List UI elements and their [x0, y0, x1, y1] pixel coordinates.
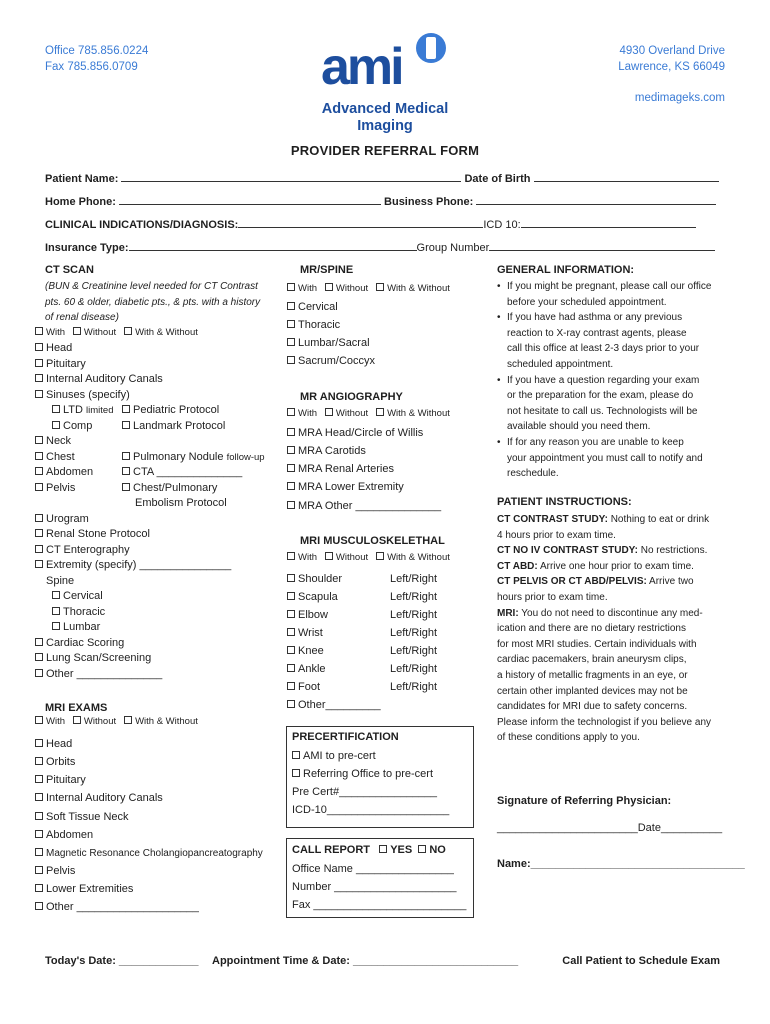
mr-angio-title: MR ANGIOGRAPHY — [300, 391, 403, 403]
mri-head[interactable]: Head — [35, 737, 72, 752]
msk-elbow[interactable]: Elbow — [287, 608, 328, 623]
general-info-item: • If you might be pregnant, please call our office before your scheduled appointment. — [495, 279, 735, 310]
mri-exams-title: MRI EXAMS — [45, 702, 108, 714]
precert-referring[interactable]: Referring Office to pre-cert — [292, 767, 433, 782]
patient-name-field[interactable] — [45, 171, 719, 185]
mri-msk-title: MRI MUSCULOSKELETHAL — [300, 535, 445, 547]
ct-pituitary[interactable]: Pituitary — [35, 357, 86, 372]
ct-without-checkbox[interactable] — [73, 327, 81, 335]
ami-logo-mark — [305, 28, 465, 98]
logo-mark-text: ami — [321, 38, 402, 96]
ct-landmark-protocol[interactable]: Landmark Protocol — [122, 419, 225, 434]
signature-date-line[interactable]: _______________________Date__________ — [497, 822, 723, 834]
mr-spine-cervical[interactable]: Cervical — [287, 300, 338, 315]
mra-carotids[interactable]: MRA Carotids — [287, 444, 366, 459]
mr-spine-thoracic[interactable]: Thoracic — [287, 318, 340, 333]
msk-side-knee[interactable]: Left/Right — [390, 645, 438, 657]
msk-shoulder[interactable]: Shoulder — [287, 572, 342, 587]
precert-ami[interactable]: AMI to pre-cert — [292, 749, 376, 764]
mri-without-checkbox[interactable] — [73, 716, 81, 724]
insurance-field[interactable] — [45, 240, 715, 254]
ct-embolism-protocol: Embolism Protocol — [135, 497, 227, 509]
ct-other[interactable]: Other ______________ — [35, 667, 162, 682]
ct-pediatric-protocol[interactable]: Pediatric Protocol — [122, 403, 219, 418]
icd10-label: ICD 10: — [483, 219, 521, 231]
ct-chest-pulmonary[interactable]: Chest/Pulmonary — [122, 481, 217, 496]
mri-with-checkbox[interactable] — [35, 716, 43, 724]
msk-scapula[interactable]: Scapula — [287, 590, 338, 605]
home-phone-label: Home Phone: — [45, 196, 116, 208]
msk-wrist[interactable]: Wrist — [287, 626, 323, 641]
msk-side-elbow[interactable]: Left/Right — [390, 609, 438, 621]
todays-date-field[interactable]: Today's Date: _____________ — [45, 955, 199, 967]
dob-label: Date of Birth — [464, 173, 531, 185]
ct-scan-title: CT SCAN — [45, 264, 94, 276]
ct-head[interactable]: Head — [35, 341, 72, 356]
ct-chest[interactable]: Chest — [35, 450, 75, 465]
ct-cardiac-scoring[interactable]: Cardiac Scoring — [35, 636, 124, 651]
form-title: PROVIDER REFERRAL FORM — [290, 143, 480, 158]
ct-cta[interactable]: CTA ______________ — [122, 465, 242, 480]
office-fax: Fax 785.856.0709 — [45, 61, 138, 73]
mr-spine-sacrum[interactable]: Sacrum/Coccyx — [287, 354, 375, 369]
msk-side-wrist[interactable]: Left/Right — [390, 627, 438, 639]
ct-iac[interactable]: Internal Auditory Canals — [35, 372, 163, 387]
ct-pelvis[interactable]: Pelvis — [35, 481, 75, 496]
mri-msk-options[interactable]: With Without With & Without — [287, 552, 450, 563]
mri-pituitary[interactable]: Pituitary — [35, 773, 86, 788]
ct-scan-note: (BUN & Creatinine level needed for CT Contrast pts. 60 & older, diabetic pts., & pts. with a history of renal disease) — [45, 281, 261, 323]
address-line-2: Lawrence, KS 66049 — [618, 61, 725, 73]
mri-mrcp[interactable]: Magnetic Resonance Cholangiopancreatography — [35, 846, 263, 861]
ct-extremity[interactable]: Extremity (specify) _______________ — [35, 558, 231, 573]
mri-orbits[interactable]: Orbits — [35, 755, 75, 770]
patient-instructions-body: CT CONTRAST STUDY: Nothing to eat or drink 4 hours prior to exam time. CT NO IV CONTRAST STUDY: No restrictions. CT ABD: Arrive one hour prior to exam time. CT PELVIS OR CT ABD/PELVIS: Arrive two hours prior to exam time. MRI: You do not need to discontinue any med- ication and there are no dietary restrictions for most MRI studies. Certain individuals with cardiac pacemakers, brain aneurysm clips, a history of metallic fragments in an eye, or certain other implanted devices may not be candidates for MRI due to safety concerns. Please inform the technologist if you believe any of these conditions apply to you. — [497, 514, 712, 744]
mri-with-without-checkbox[interactable] — [124, 716, 132, 724]
ct-abdomen[interactable]: Abdomen — [35, 465, 93, 480]
mra-other[interactable]: MRA Other ______________ — [287, 499, 441, 514]
physician-name-field[interactable]: Name:___________________________________ — [497, 858, 745, 870]
msk-ankle[interactable]: Ankle — [287, 662, 326, 677]
msk-foot[interactable]: Foot — [287, 680, 320, 695]
patient-name-label: Patient Name: — [45, 173, 119, 185]
ct-contrast-options[interactable]: With Without With & Without — [35, 327, 198, 338]
call-report-yes-checkbox[interactable] — [379, 845, 387, 853]
ct-pulmonary-nodule[interactable]: Pulmonary Nodule follow-up — [122, 450, 265, 465]
mra-renal-arteries[interactable]: MRA Renal Arteries — [287, 462, 394, 477]
precert-number-field[interactable]: Pre Cert#________________ — [292, 786, 437, 798]
general-info-item: • If you have had asthma or any previous reaction to X-ray contrast agents, please call this office at least 2-3 days prior to your scheduled appointment. — [495, 310, 735, 372]
mr-spine-options[interactable]: With Without With & Without — [287, 283, 450, 294]
clinical-field[interactable] — [45, 217, 696, 231]
mri-abdomen[interactable]: Abdomen — [35, 828, 93, 843]
ct-spine-label: Spine — [46, 575, 75, 587]
clinical-label: CLINICAL INDICATIONS/DIAGNOSIS: — [45, 219, 239, 231]
msk-side-foot[interactable]: Left/Right — [390, 681, 438, 693]
ct-urogram[interactable]: Urogram — [35, 512, 89, 527]
group-number-label: Group Number — [416, 242, 490, 254]
appointment-field[interactable]: Appointment Time & Date: ___________________________ — [212, 955, 519, 967]
logo-line-2: Imaging — [357, 118, 413, 134]
patient-instructions-title: PATIENT INSTRUCTIONS: — [497, 496, 632, 508]
call-report-office-name[interactable]: Office Name ________________ — [292, 863, 454, 875]
call-report-row[interactable]: CALL REPORT YES NO — [292, 844, 446, 856]
ct-lung-screening[interactable]: Lung Scan/Screening — [35, 651, 151, 666]
mr-spine-lumbar-sacral[interactable]: Lumbar/Sacral — [287, 336, 370, 351]
precert-title: PRECERTIFICATION — [292, 731, 399, 743]
general-info-list — [495, 279, 735, 482]
msk-knee[interactable]: Knee — [287, 644, 324, 659]
ct-spine-lumbar[interactable]: Lumbar — [52, 620, 100, 635]
call-report-fax[interactable]: Fax _________________________ — [292, 899, 467, 911]
msk-side-scapula[interactable]: Left/Right — [390, 591, 438, 603]
mri-iac[interactable]: Internal Auditory Canals — [35, 791, 163, 806]
website-link[interactable]: medimageks.com — [634, 92, 725, 104]
ct-with-checkbox[interactable] — [35, 327, 43, 335]
signature-label: Signature of Referring Physician: — [497, 795, 672, 807]
address-line-1: 4930 Overland Drive — [619, 45, 725, 57]
mri-soft-tissue-neck[interactable]: Soft Tissue Neck — [35, 810, 129, 825]
office-phone: Office 785.856.0224 — [45, 45, 149, 57]
ct-renal-stone[interactable]: Renal Stone Protocol — [35, 527, 150, 542]
msk-other[interactable]: Other_________ — [287, 698, 381, 713]
mra-head[interactable]: MRA Head/Circle of Willis — [287, 426, 423, 441]
ct-sinuses[interactable]: Sinuses (specify) — [35, 388, 130, 403]
ami-logo — [305, 28, 465, 136]
general-info-title: GENERAL INFORMATION: — [497, 264, 635, 276]
ct-with-without-checkbox[interactable] — [124, 327, 132, 335]
general-info-item: • If for any reason you are unable to keep your appointment you must call to notify and reschedule. — [495, 435, 735, 482]
msk-side-ankle[interactable]: Left/Right — [390, 663, 438, 675]
call-report-number[interactable]: Number ____________________ — [292, 881, 457, 893]
mri-pelvis[interactable]: Pelvis — [35, 864, 75, 879]
ct-enterography[interactable]: CT Enterography — [35, 543, 130, 558]
mra-lower-extremity[interactable]: MRA Lower Extremity — [287, 480, 404, 495]
mr-angio-options[interactable]: With Without With & Without — [287, 408, 450, 419]
ct-sinus-comp[interactable]: Comp — [52, 419, 92, 434]
general-info-item: • If you have a question regarding your exam or the preparation for the exam, please do not hesitate to call us. Technologists will be available should you need them. — [495, 373, 735, 435]
mri-exams-options[interactable]: With Without With & Without — [35, 716, 198, 727]
business-phone-label: Business Phone: — [384, 196, 474, 208]
mr-spine-title: MR/SPINE — [300, 264, 354, 276]
phone-field[interactable] — [45, 194, 716, 208]
precert-icd10-field[interactable]: ICD-10____________________ — [292, 804, 450, 816]
msk-side-shoulder[interactable]: Left/Right — [390, 573, 438, 585]
ct-neck[interactable]: Neck — [35, 434, 71, 449]
mri-lower-extremities[interactable]: Lower Extremities — [35, 882, 133, 897]
mri-other[interactable]: Other ____________________ — [35, 900, 199, 915]
call-patient-note: Call Patient to Schedule Exam — [562, 955, 720, 967]
call-report-no-checkbox[interactable] — [418, 845, 426, 853]
ct-spine-cervical[interactable]: Cervical — [52, 589, 103, 604]
ct-spine-thoracic[interactable]: Thoracic — [52, 605, 105, 620]
insurance-label: Insurance Type: — [45, 242, 129, 254]
ct-sinus-ltd[interactable]: LTD limited — [52, 403, 113, 418]
logo-line-1: Advanced Medical — [321, 101, 449, 117]
